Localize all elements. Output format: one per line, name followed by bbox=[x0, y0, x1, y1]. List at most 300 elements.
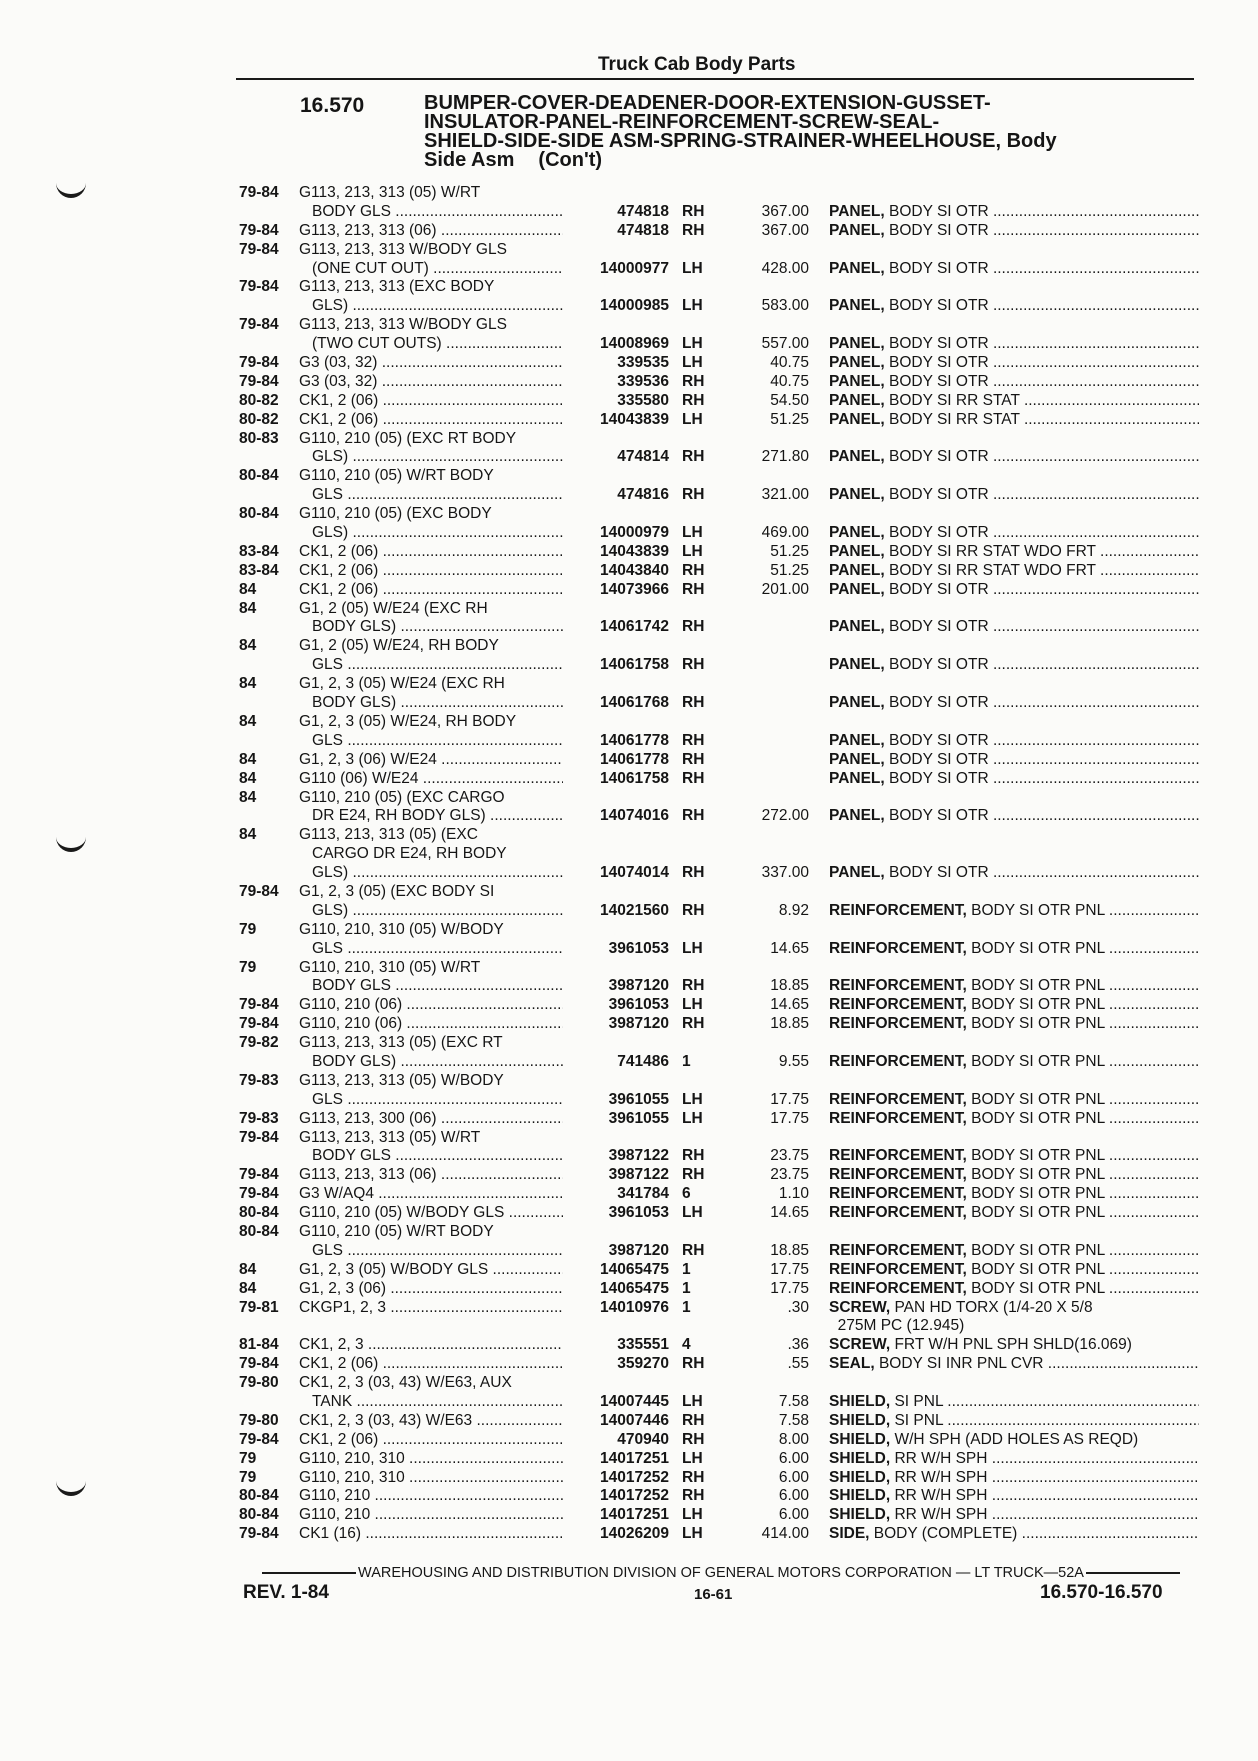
application-desc: G113, 213, 313 (05) W/BODY bbox=[299, 1071, 504, 1089]
parts-row bbox=[239, 845, 1199, 864]
part-number: 14017251 bbox=[600, 1449, 669, 1467]
quantity: RH bbox=[682, 731, 705, 749]
part-name bbox=[829, 581, 1199, 600]
application-desc: G110, 210, 310 (05) W/RT bbox=[299, 958, 481, 976]
model-year: 79-84 bbox=[239, 221, 279, 239]
part-name bbox=[829, 562, 1199, 581]
section-number: 16.570 bbox=[300, 94, 365, 117]
parts-row bbox=[239, 694, 1199, 713]
parts-row bbox=[239, 1091, 1199, 1110]
list-price: 9.55 bbox=[778, 1052, 809, 1070]
part-name-text: BODY SI OTR bbox=[884, 864, 989, 882]
part-name bbox=[829, 1091, 1199, 1110]
quantity: RH bbox=[682, 580, 705, 598]
quantity: RH bbox=[682, 1015, 705, 1033]
list-price: 23.75 bbox=[770, 1147, 809, 1165]
parts-row bbox=[239, 1280, 1199, 1299]
application-desc: GLS ..... bbox=[312, 656, 563, 675]
part-name-text: BODY SI OTR PNL bbox=[966, 901, 1105, 919]
part-name bbox=[829, 751, 1199, 770]
application-desc: G1, 2, 3 (05) W/BODY GLS ..... bbox=[299, 1261, 563, 1280]
part-number: 3987120 bbox=[608, 1015, 669, 1033]
part-name-text: BODY SI OTR bbox=[884, 524, 989, 542]
part-number: 341784 bbox=[617, 1185, 669, 1203]
parts-row bbox=[239, 600, 1199, 619]
parts-row bbox=[239, 864, 1199, 883]
part-number: 3987122 bbox=[608, 1147, 669, 1165]
part-name bbox=[829, 1450, 1199, 1469]
part-name bbox=[829, 373, 1199, 392]
part-name-keyword: REINFORCEMENT, bbox=[829, 1147, 967, 1165]
model-year: 79-84 bbox=[239, 1166, 279, 1184]
part-name-keyword: PANEL, bbox=[829, 694, 885, 712]
parts-row bbox=[239, 1525, 1199, 1544]
parts-row bbox=[239, 996, 1199, 1015]
list-price: 18.85 bbox=[770, 1241, 809, 1259]
part-name-keyword: PANEL, bbox=[829, 410, 885, 428]
parts-row bbox=[239, 883, 1199, 902]
parts-row bbox=[239, 656, 1199, 675]
part-name bbox=[829, 656, 1199, 675]
quantity: LH bbox=[682, 259, 703, 277]
part-name-keyword: PANEL, bbox=[829, 656, 885, 674]
quantity: LH bbox=[682, 1204, 703, 1222]
part-number: 14008969 bbox=[600, 335, 669, 353]
list-price: 54.50 bbox=[770, 391, 809, 409]
quantity: RH bbox=[682, 486, 705, 504]
application-desc: G110 (06) W/E24 ..... bbox=[299, 770, 563, 789]
application-desc: CK1, 2 (06) ..... bbox=[299, 581, 563, 600]
part-name bbox=[829, 864, 1199, 883]
application-desc: GLS) ..... bbox=[312, 297, 563, 316]
part-name-text: SI PNL bbox=[890, 1393, 943, 1410]
part-number: 14061742 bbox=[600, 618, 669, 636]
part-name-keyword: REINFORCEMENT, bbox=[829, 1204, 967, 1222]
section-title-line: BUMPER-COVER-DEADENER-DOOR-EXTENSION-GUSSET- bbox=[424, 92, 991, 114]
section-title-line: INSULATOR-PANEL-REINFORCEMENT-SCREW-SEAL- bbox=[424, 111, 940, 133]
application-desc: CK1, 2 (06) ..... bbox=[299, 1355, 563, 1374]
application-desc: CK1, 2, 3 ..... bbox=[299, 1336, 563, 1355]
part-name bbox=[829, 411, 1199, 430]
part-name-keyword: PANEL, bbox=[829, 807, 885, 825]
part-name bbox=[829, 977, 1199, 996]
parts-row bbox=[239, 1072, 1199, 1091]
part-name-text: BODY SI RR STAT bbox=[884, 391, 1020, 409]
application-desc: CARGO DR E24, RH BODY bbox=[312, 845, 507, 863]
part-name-text: BODY SI RR STAT bbox=[884, 410, 1020, 428]
model-year: 79 bbox=[239, 1449, 257, 1467]
list-price: 469.00 bbox=[761, 524, 809, 542]
part-name-keyword: REINFORCEMENT, bbox=[829, 901, 967, 919]
part-number: 14017252 bbox=[600, 1468, 669, 1486]
parts-row bbox=[239, 1299, 1199, 1318]
quantity: RH bbox=[682, 1430, 705, 1448]
list-price: 17.75 bbox=[770, 1090, 809, 1108]
model-year: 84 bbox=[239, 675, 257, 693]
part-name bbox=[829, 1166, 1199, 1185]
model-year: 79 bbox=[239, 920, 257, 938]
part-name-keyword: PANEL, bbox=[829, 524, 885, 542]
application-desc: G1, 2, 3 (06) W/E24 ..... bbox=[299, 751, 563, 770]
parts-row bbox=[239, 222, 1199, 241]
list-price: 7.58 bbox=[778, 1393, 809, 1410]
parts-row bbox=[239, 1223, 1199, 1242]
binder-hole-mark bbox=[56, 1478, 86, 1496]
part-name bbox=[829, 1185, 1199, 1204]
part-number: 470940 bbox=[617, 1430, 669, 1448]
parts-row bbox=[239, 977, 1199, 996]
parts-row bbox=[239, 241, 1199, 260]
list-price: 6.00 bbox=[778, 1449, 809, 1467]
part-name-text: BODY SI OTR bbox=[884, 731, 989, 749]
application-desc: G110, 210 ..... bbox=[299, 1487, 563, 1506]
quantity: RH bbox=[682, 561, 705, 579]
application-desc: GLS ..... bbox=[312, 940, 563, 959]
application-desc: G1, 2, 3 (05) (EXC BODY SI bbox=[299, 882, 495, 900]
part-number: 3961053 bbox=[608, 1204, 669, 1222]
part-name-text: BODY (COMPLETE) bbox=[869, 1525, 1018, 1543]
part-name-text: BODY SI OTR PNL bbox=[966, 1204, 1105, 1222]
part-name-text: BODY SI OTR PNL bbox=[966, 1147, 1105, 1165]
application-desc: DR E24, RH BODY GLS) ..... bbox=[312, 807, 563, 826]
revision: REV. 1-84 bbox=[243, 1582, 329, 1603]
part-number: 3961055 bbox=[608, 1090, 669, 1108]
application-desc: G113, 213, 313 (05) W/RT bbox=[299, 184, 481, 201]
part-number: 14043840 bbox=[600, 561, 669, 579]
part-name-keyword: REINFORCEMENT, bbox=[829, 939, 967, 957]
model-year: 79-84 bbox=[239, 1185, 279, 1203]
part-number: 14017252 bbox=[600, 1487, 669, 1505]
part-name-keyword: SHIELD, bbox=[829, 1468, 891, 1486]
parts-row bbox=[239, 1129, 1199, 1148]
binder-hole-mark bbox=[56, 180, 86, 198]
model-year: 79-80 bbox=[239, 1411, 279, 1429]
parts-row bbox=[239, 1185, 1199, 1204]
parts-list bbox=[239, 184, 1199, 1544]
application-desc: G3 (03, 32) ..... bbox=[299, 373, 563, 392]
quantity: RH bbox=[682, 750, 705, 768]
application-desc: CK1, 2 (06) ..... bbox=[299, 392, 563, 411]
part-name bbox=[829, 618, 1199, 637]
part-name-keyword: SHIELD, bbox=[829, 1487, 891, 1505]
application-desc: G3 (03, 32) ..... bbox=[299, 354, 563, 373]
section-title-line: SHIELD-SIDE-SIDE ASM-SPRING-STRAINER-WHEELHOUSE, Body bbox=[424, 130, 1057, 152]
quantity: LH bbox=[682, 1525, 703, 1543]
quantity: RH bbox=[682, 1411, 705, 1429]
part-name-text: BODY SI OTR bbox=[884, 354, 989, 372]
application-desc: G113, 213, 313 (05) W/RT bbox=[299, 1128, 481, 1146]
list-price: 7.58 bbox=[778, 1411, 809, 1429]
list-price: 8.00 bbox=[778, 1430, 809, 1448]
part-name bbox=[829, 354, 1199, 373]
application-desc: G113, 213, 313 (EXC BODY bbox=[299, 278, 495, 296]
part-name bbox=[829, 1469, 1199, 1488]
list-price: 6.00 bbox=[778, 1468, 809, 1486]
application-desc: (TWO CUT OUTS) ..... bbox=[312, 335, 563, 354]
application-desc: G110, 210 (05) W/BODY GLS ..... bbox=[299, 1204, 563, 1223]
part-name-keyword: REINFORCEMENT, bbox=[829, 1166, 967, 1184]
part-number: 3987120 bbox=[608, 977, 669, 995]
parts-row bbox=[239, 751, 1199, 770]
application-desc: GLS) ..... bbox=[312, 448, 563, 467]
part-name-text: BODY SI OTR PNL bbox=[966, 1090, 1105, 1108]
quantity: 4 bbox=[682, 1336, 691, 1354]
model-year: 79-84 bbox=[239, 184, 279, 201]
list-price: 428.00 bbox=[761, 259, 809, 277]
parts-row bbox=[239, 581, 1199, 600]
part-number: 14074014 bbox=[600, 864, 669, 882]
part-name bbox=[829, 996, 1199, 1015]
quantity: RH bbox=[682, 901, 705, 919]
part-number: 3961055 bbox=[608, 1109, 669, 1127]
part-number: 14073966 bbox=[600, 580, 669, 598]
part-name-text: RR W/H SPH bbox=[890, 1449, 988, 1467]
part-name bbox=[829, 940, 1199, 959]
model-year: 79-80 bbox=[239, 1374, 279, 1392]
parts-row bbox=[239, 1034, 1199, 1053]
model-year: 79 bbox=[239, 958, 257, 976]
list-price: 40.75 bbox=[770, 354, 809, 372]
part-name-text: BODY SI OTR bbox=[884, 769, 989, 787]
application-desc: GLS) ..... bbox=[312, 902, 563, 921]
part-name-text: BODY SI OTR PNL bbox=[966, 1052, 1105, 1070]
model-year: 80-84 bbox=[239, 1222, 279, 1240]
part-name-text: BODY SI OTR PNL bbox=[966, 996, 1105, 1014]
model-year: 80-83 bbox=[239, 429, 279, 447]
model-year: 79 bbox=[239, 1468, 257, 1486]
list-price: 557.00 bbox=[761, 335, 809, 353]
list-price: 414.00 bbox=[761, 1525, 809, 1543]
part-number: 335551 bbox=[617, 1336, 669, 1354]
part-name-keyword: REINFORCEMENT, bbox=[829, 1260, 967, 1278]
application-desc: BODY GLS) ..... bbox=[312, 618, 563, 637]
parts-row bbox=[239, 1412, 1199, 1431]
model-year: 84 bbox=[239, 637, 257, 655]
quantity: RH bbox=[682, 372, 705, 390]
quantity: RH bbox=[682, 448, 705, 466]
quantity: RH bbox=[682, 1487, 705, 1505]
model-year: 83-84 bbox=[239, 542, 279, 560]
list-price: 23.75 bbox=[770, 1166, 809, 1184]
parts-row bbox=[239, 1336, 1199, 1355]
part-name-keyword: REINFORCEMENT, bbox=[829, 1185, 967, 1203]
list-price: 6.00 bbox=[778, 1506, 809, 1524]
parts-row bbox=[239, 618, 1199, 637]
part-name-keyword: PANEL, bbox=[829, 750, 885, 768]
quantity: RH bbox=[682, 1166, 705, 1184]
part-name-keyword: SHIELD, bbox=[829, 1506, 891, 1524]
parts-row bbox=[239, 543, 1199, 562]
parts-row bbox=[239, 411, 1199, 430]
parts-row bbox=[239, 184, 1199, 203]
model-year: 84 bbox=[239, 1279, 257, 1297]
parts-row bbox=[239, 940, 1199, 959]
part-number: 14065475 bbox=[600, 1279, 669, 1297]
application-desc: G110, 210 (05) (EXC RT BODY bbox=[299, 429, 517, 447]
part-name-text: BODY SI OTR PNL bbox=[966, 939, 1105, 957]
part-name-keyword: PANEL, bbox=[829, 542, 885, 560]
part-name-keyword: SHIELD, bbox=[829, 1393, 891, 1410]
list-price: 583.00 bbox=[761, 297, 809, 315]
application-desc: CKGP1, 2, 3 ..... bbox=[299, 1299, 563, 1318]
part-number: 14061758 bbox=[600, 769, 669, 787]
part-name bbox=[829, 1506, 1199, 1525]
application-desc: G110, 210, 310 (05) W/BODY bbox=[299, 920, 504, 938]
parts-row bbox=[239, 1450, 1199, 1469]
part-name-keyword: SHIELD, bbox=[829, 1449, 891, 1467]
model-year: 84 bbox=[239, 599, 257, 617]
parts-row bbox=[239, 430, 1199, 449]
model-year: 79-84 bbox=[239, 372, 279, 390]
parts-row bbox=[239, 316, 1199, 335]
list-price: 14.65 bbox=[770, 1204, 809, 1222]
part-name bbox=[829, 524, 1199, 543]
part-name bbox=[829, 1261, 1199, 1280]
application-desc: G1, 2, 3 (05) W/E24 (EXC RH bbox=[299, 675, 505, 693]
application-desc: G110, 210 (05) (EXC BODY bbox=[299, 505, 492, 523]
part-name-text: W/H SPH (ADD HOLES AS REQD) bbox=[890, 1430, 1139, 1448]
parts-row bbox=[239, 1204, 1199, 1223]
quantity: RH bbox=[682, 202, 705, 220]
application-desc: CK1, 2 (06) ..... bbox=[299, 411, 563, 430]
part-number: 3987120 bbox=[608, 1241, 669, 1259]
quantity: LH bbox=[682, 1506, 703, 1524]
part-name-text: FRT W/H PNL SPH SHLD(16.069) bbox=[890, 1336, 1132, 1354]
parts-row bbox=[239, 505, 1199, 524]
part-name-keyword: PANEL, bbox=[829, 486, 885, 504]
list-price: 6.00 bbox=[778, 1487, 809, 1505]
binder-hole-mark bbox=[56, 834, 86, 852]
part-name-text: 275M PC (12.945) bbox=[829, 1317, 965, 1335]
application-desc: CK1, 2, 3 (03, 43) W/E63, AUX bbox=[299, 1374, 512, 1392]
part-name-text: BODY SI OTR bbox=[884, 259, 989, 277]
part-name-text: SI PNL bbox=[890, 1411, 943, 1429]
part-number: 14007445 bbox=[600, 1393, 669, 1410]
model-year: 84 bbox=[239, 788, 257, 806]
part-number: 14061778 bbox=[600, 731, 669, 749]
part-name-keyword: REINFORCEMENT, bbox=[829, 1090, 967, 1108]
part-name-text: BODY SI OTR PNL bbox=[966, 1279, 1105, 1297]
application-desc: GLS) ..... bbox=[312, 524, 563, 543]
list-price: 51.25 bbox=[770, 410, 809, 428]
part-number: 339535 bbox=[617, 354, 669, 372]
list-price: 337.00 bbox=[761, 864, 809, 882]
model-year: 80-84 bbox=[239, 1506, 279, 1524]
parts-row bbox=[239, 1487, 1199, 1506]
quantity: 6 bbox=[682, 1185, 691, 1203]
model-year: 79-84 bbox=[239, 1355, 279, 1373]
model-year: 79-84 bbox=[239, 278, 279, 296]
quantity: RH bbox=[682, 807, 705, 825]
part-name bbox=[829, 1015, 1199, 1034]
part-name-keyword: PANEL, bbox=[829, 580, 885, 598]
parts-row bbox=[239, 486, 1199, 505]
part-number: 14000977 bbox=[600, 259, 669, 277]
part-name-text: PAN HD TORX (1/4-20 X 5/8 bbox=[890, 1298, 1093, 1316]
parts-row bbox=[239, 1147, 1199, 1166]
part-number: 14010976 bbox=[600, 1298, 669, 1316]
parts-row bbox=[239, 260, 1199, 279]
part-name bbox=[829, 1280, 1199, 1299]
application-desc: G110, 210, 310 ..... bbox=[299, 1450, 563, 1469]
quantity: LH bbox=[682, 354, 703, 372]
model-year: 84 bbox=[239, 712, 257, 730]
parts-row bbox=[239, 297, 1199, 316]
quantity: RH bbox=[682, 391, 705, 409]
application-desc: CK1, 2 (06) ..... bbox=[299, 1431, 563, 1450]
part-name-text: BODY SI OTR PNL bbox=[966, 1260, 1105, 1278]
application-desc: G1, 2, 3 (05) W/E24, RH BODY bbox=[299, 712, 517, 730]
page-number: 16-61 bbox=[694, 1586, 733, 1603]
part-name-keyword: PANEL, bbox=[829, 448, 885, 466]
part-name-text: RR W/H SPH bbox=[890, 1487, 988, 1505]
application-desc: GLS) ..... bbox=[312, 864, 563, 883]
part-name-text: BODY SI OTR bbox=[884, 448, 989, 466]
part-name-keyword: REINFORCEMENT, bbox=[829, 1015, 967, 1033]
parts-row bbox=[239, 1374, 1199, 1393]
parts-row bbox=[239, 373, 1199, 392]
model-year: 80-84 bbox=[239, 467, 279, 485]
application-desc: G110, 210 ..... bbox=[299, 1506, 563, 1525]
model-year: 79-84 bbox=[239, 1128, 279, 1146]
quantity: RH bbox=[682, 769, 705, 787]
page-header-title: Truck Cab Body Parts bbox=[598, 54, 796, 75]
parts-row bbox=[239, 1393, 1199, 1412]
application-desc: G113, 213, 313 (05) (EXC RT bbox=[299, 1034, 503, 1052]
part-number: 14026209 bbox=[600, 1525, 669, 1543]
application-desc: CK1 (16) ..... bbox=[299, 1525, 563, 1544]
application-desc: CK1, 2 (06) ..... bbox=[299, 562, 563, 581]
part-name bbox=[829, 335, 1199, 354]
part-name bbox=[829, 486, 1199, 505]
part-name-text: RR W/H SPH bbox=[890, 1468, 988, 1486]
list-price: 14.65 bbox=[770, 939, 809, 957]
parts-row bbox=[239, 732, 1199, 751]
part-name-text: BODY SI OTR PNL bbox=[966, 1015, 1105, 1033]
list-price: 18.85 bbox=[770, 977, 809, 995]
quantity: RH bbox=[682, 1355, 705, 1373]
part-name-text: BODY SI RR STAT WDO FRT bbox=[884, 561, 1096, 579]
model-year: 84 bbox=[239, 580, 257, 598]
application-desc: GLS ..... bbox=[312, 732, 563, 751]
application-desc: G110, 210 (05) (EXC CARGO bbox=[299, 788, 505, 806]
part-name-keyword: SCREW, bbox=[829, 1336, 891, 1354]
part-name-text: BODY SI OTR bbox=[884, 335, 989, 353]
model-year: 79-84 bbox=[239, 316, 279, 334]
part-name-keyword: PANEL, bbox=[829, 354, 885, 372]
part-number: 14007446 bbox=[600, 1411, 669, 1429]
part-name-text: BODY SI OTR bbox=[884, 807, 989, 825]
part-name-text: BODY SI OTR bbox=[884, 694, 989, 712]
part-number: 474818 bbox=[617, 202, 669, 220]
part-name-keyword: REINFORCEMENT, bbox=[829, 996, 967, 1014]
footer-division: WAREHOUSING AND DISTRIBUTION DIVISION OF GENERAL MOTORS CORPORATION — LT TRUCK—52A bbox=[242, 1565, 1200, 1581]
parts-row bbox=[239, 1469, 1199, 1488]
quantity: RH bbox=[682, 864, 705, 882]
part-name-keyword: PANEL, bbox=[829, 202, 885, 220]
part-name-text: BODY SI OTR bbox=[884, 372, 989, 390]
application-desc: BODY GLS ..... bbox=[312, 977, 563, 996]
part-name-text: BODY SI OTR bbox=[884, 221, 989, 239]
list-price: 51.25 bbox=[770, 561, 809, 579]
model-year: 79-84 bbox=[239, 354, 279, 372]
part-number: 14000979 bbox=[600, 524, 669, 542]
application-desc: BODY GLS) ..... bbox=[312, 694, 563, 713]
parts-row bbox=[239, 278, 1199, 297]
section-title-line: Side Asm (Con't) bbox=[424, 149, 603, 171]
parts-row bbox=[239, 203, 1199, 222]
parts-row bbox=[239, 1166, 1199, 1185]
